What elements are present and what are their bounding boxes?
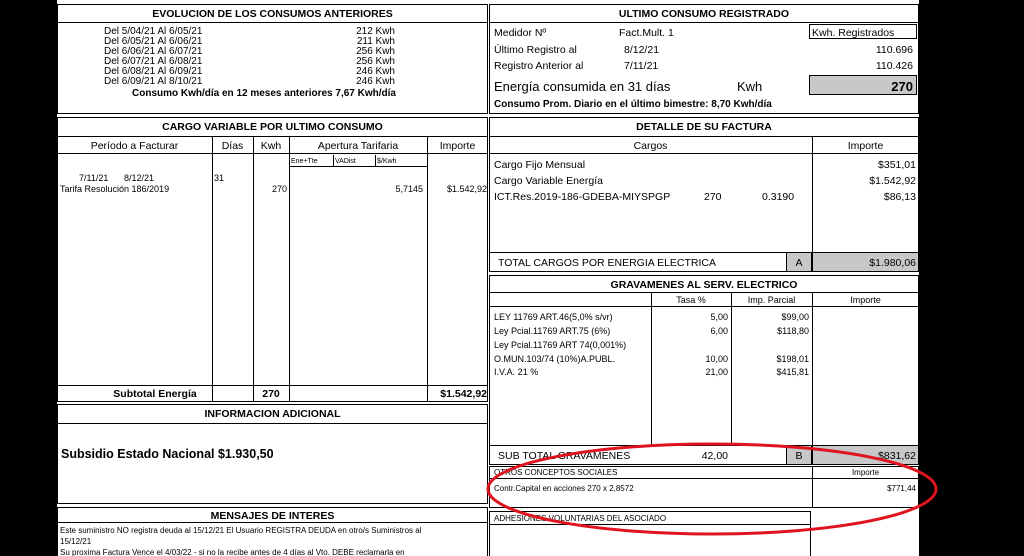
col-importe: Importe bbox=[439, 140, 476, 152]
evolucion-kwh: 246 Kwh bbox=[356, 66, 395, 77]
detalle-row-price: 0.3190 bbox=[762, 191, 795, 203]
mensajes-line2: 15/12/21 bbox=[60, 537, 92, 546]
anterior-label: Registro Anterior al bbox=[494, 60, 584, 72]
tarifa-label: Tarifa Resolución 186/2019 bbox=[60, 184, 170, 194]
sub-ene: Ene+Tte bbox=[291, 158, 318, 165]
detalle-title: DETALLE DE SU FACTURA bbox=[636, 121, 772, 133]
grav-row-parcial: $99,00 bbox=[781, 312, 809, 322]
detalle-row-kwh: 270 bbox=[704, 191, 722, 203]
detalle-row-importe: $1.542,92 bbox=[869, 175, 916, 187]
tarifa-kwh: 270 bbox=[271, 184, 287, 194]
tarifa-price: 5,7145 bbox=[395, 184, 423, 194]
detalle-row-importe: $86,13 bbox=[883, 191, 916, 203]
total-value: $1.980,06 bbox=[869, 257, 916, 269]
mensajes-line3: Su proxima Factura Vence el 4/03/22 - si no la recibe antes de 4 días al Vto. DEBE reclamarla en bbox=[60, 548, 405, 556]
grav-subtotal-value: $831,62 bbox=[878, 450, 916, 462]
total-letter: A bbox=[795, 257, 803, 269]
col-cargos: Cargos bbox=[633, 140, 668, 152]
grav-row-parcial: $415,81 bbox=[776, 367, 809, 377]
sub-vad: VADist bbox=[335, 158, 356, 165]
evolucion-kwh: 212 Kwh bbox=[356, 26, 395, 37]
subtotal-importe: $1.542,92 bbox=[440, 388, 487, 400]
energia-unit: Kwh bbox=[737, 79, 763, 94]
evolucion-kwh: 246 Kwh bbox=[356, 76, 395, 87]
evolucion-period: Del 6/05/21 Al 6/06/21 bbox=[104, 36, 203, 47]
evolucion-period: Del 6/08/21 Al 6/09/21 bbox=[104, 66, 203, 77]
otros-title: OTROS CONCEPTOS SOCIALES bbox=[494, 468, 618, 477]
grav-subtotal-label: SUB TOTAL GRAVAMENES bbox=[498, 450, 631, 462]
grav-row-parcial: $118,80 bbox=[777, 326, 809, 336]
ultimo-value: 110.696 bbox=[875, 44, 913, 56]
anterior-date: 7/11/21 bbox=[624, 60, 659, 72]
grav-row-tasa: 6,00 bbox=[710, 326, 728, 336]
grav-row-parcial: $198,01 bbox=[776, 354, 809, 364]
sub-skwh: $/Kwh bbox=[377, 158, 397, 165]
evolucion-period: Del 5/04/21 Al 6/05/21 bbox=[104, 26, 203, 37]
grav-row-label: I.V.A. 21 % bbox=[494, 367, 539, 377]
evolucion-kwh: 211 Kwh bbox=[356, 36, 395, 47]
ultimo-box bbox=[489, 4, 919, 114]
evolucion-title: EVOLUCION DE LOS CONSUMOS ANTERIORES bbox=[152, 8, 393, 20]
fact-mult: Fact.Mult. 1 bbox=[619, 27, 674, 39]
detalle-row-importe: $351,01 bbox=[878, 159, 916, 171]
promedio: Consumo Prom. Diario en el último bimestre: 8,70 Kwh/día bbox=[494, 99, 772, 110]
cargo-variable-box bbox=[57, 117, 488, 402]
cargo-variable-title: CARGO VARIABLE POR ULTIMO CONSUMO bbox=[162, 121, 383, 133]
col-tasa: Tasa % bbox=[676, 295, 706, 305]
col-grav-importe: Importe bbox=[850, 295, 881, 305]
ultimo-label: Último Registro al bbox=[494, 44, 577, 56]
evolucion-period: Del 6/09/21 Al 8/10/21 bbox=[104, 76, 203, 87]
ultimo-title: ULTIMO CONSUMO REGISTRADO bbox=[618, 8, 790, 20]
col-detalle-importe: Importe bbox=[847, 140, 884, 152]
adhesiones-title: ADHESIONES VOLUNTARIAS DEL ASOCIADO bbox=[494, 514, 667, 523]
evolucion-summary: Consumo Kwh/día en 12 meses anteriores 7,67 Kwh/día bbox=[132, 88, 396, 99]
dias-value: 31 bbox=[214, 173, 225, 183]
mensajes-line1: Este suministro NO registra deuda al 15/12/21 El Usuario REGISTRA DEUDA en otro/s Suministros al bbox=[60, 526, 422, 535]
evolucion-period: Del 6/06/21 Al 6/07/21 bbox=[104, 46, 203, 57]
grav-row-tasa: 21,00 bbox=[705, 367, 728, 377]
energia-label: Energía consumida en 31 días bbox=[494, 79, 671, 94]
mensajes-title: MENSAJES DE INTERES bbox=[210, 510, 335, 522]
period-to: 8/12/21 bbox=[124, 173, 155, 183]
col-parcial: Imp. Parcial bbox=[747, 295, 796, 305]
otros-col-importe: Importe bbox=[851, 468, 880, 477]
detalle-row-label: ICT.Res.2019-186-GDEBA-MIYSPGP bbox=[494, 191, 671, 203]
ultimo-date: 8/12/21 bbox=[624, 44, 660, 56]
energia-value: 270 bbox=[891, 79, 913, 94]
otros-row-importe: $771,44 bbox=[887, 484, 916, 493]
col-dias: Días bbox=[221, 140, 244, 152]
subtotal-kwh: 270 bbox=[262, 388, 280, 400]
total-label: TOTAL CARGOS POR ENERGIA ELECTRICA bbox=[498, 257, 717, 269]
subsidio-text: Subsidio Estado Nacional $1.930,50 bbox=[61, 447, 274, 461]
tarifa-importe: $1.542,92 bbox=[446, 184, 487, 194]
invoice-document bbox=[57, 0, 919, 556]
grav-row-tasa: 5,00 bbox=[710, 312, 728, 322]
gravamenes-title: GRAVAMENES AL SERV. ELECTRICO bbox=[610, 279, 798, 291]
grav-row-label: Ley Pcial.11769 ART 74(0,001%) bbox=[494, 340, 627, 350]
grav-row-label: LEY 11769 ART.46(5,0% s/vr) bbox=[494, 312, 613, 322]
evolucion-kwh: 256 Kwh bbox=[356, 46, 395, 57]
col-apertura: Apertura Tarifaria bbox=[317, 140, 399, 152]
kwh-registrados: Kwh. Registrados bbox=[812, 27, 895, 39]
subtotal-label: Subtotal Energía bbox=[113, 388, 197, 400]
col-kwh: Kwh bbox=[260, 140, 282, 152]
grav-subtotal-letter: B bbox=[795, 450, 803, 462]
grav-row-label: O.MUN.103/74 (10%)A.PUBL. bbox=[494, 354, 616, 364]
info-title: INFORMACION ADICIONAL bbox=[204, 408, 341, 420]
medidor-label: Medidor Nº bbox=[494, 27, 547, 39]
period-from: 7/11/21 bbox=[79, 173, 109, 183]
grav-row-label: Ley Pcial.11769 ART.75 (6%) bbox=[494, 326, 611, 336]
detalle-row-label: Cargo Variable Energía bbox=[494, 175, 603, 187]
col-periodo: Período a Facturar bbox=[90, 140, 179, 152]
evolucion-period: Del 6/07/21 Al 6/08/21 bbox=[104, 56, 203, 67]
anterior-value: 110.426 bbox=[875, 60, 913, 72]
grav-row-tasa: 10,00 bbox=[705, 354, 728, 364]
detalle-row-label: Cargo Fijo Mensual bbox=[494, 159, 586, 171]
otros-row-label: Contr.Capital en acciones 270 x 2,8572 bbox=[494, 484, 634, 493]
evolucion-kwh: 256 Kwh bbox=[356, 56, 395, 67]
grav-subtotal-tasa: 42,00 bbox=[701, 450, 728, 462]
